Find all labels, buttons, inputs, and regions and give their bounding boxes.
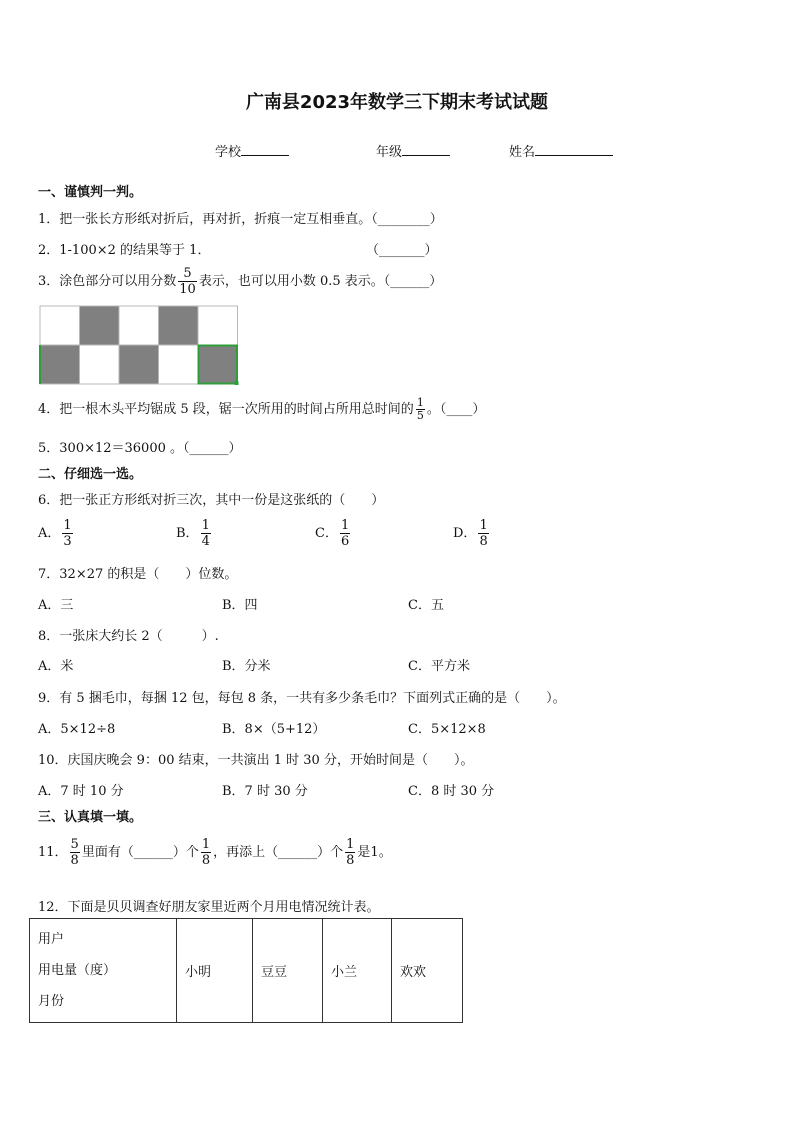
column-header-xiaolan: 小兰	[323, 919, 392, 1023]
empty-cell	[159, 345, 199, 384]
question-2-blank: （_______）	[366, 243, 438, 258]
question-3-pre: 3．涂色部分可以用分数	[38, 274, 177, 289]
resize-handle-icon	[235, 381, 239, 385]
fraction-denominator: 8	[201, 853, 211, 868]
empty-cell	[119, 306, 159, 345]
fraction-numerator: 1	[479, 518, 488, 533]
q8-option-c[interactable]: C．平方米	[408, 659, 470, 674]
q9-option-b[interactable]: B．8×（5+12）	[222, 722, 326, 737]
shaded-cell	[40, 345, 80, 384]
q10-option-c[interactable]: C．8 时 30 分	[408, 784, 495, 799]
q6-option-c[interactable]	[315, 518, 352, 549]
q9-option-a[interactable]: A．5×12÷8	[38, 722, 116, 737]
table-header-row	[30, 919, 463, 1023]
page-title: 广南县2023年数学三下期末考试试题	[245, 92, 549, 113]
empty-cell	[198, 306, 238, 345]
question-12: 12．下面是贝贝调查好朋友家里近两个月用电情况统计表。	[38, 900, 380, 915]
name-blank[interactable]	[535, 143, 613, 156]
question-6: 6．把一张正方形纸对折三次，其中一份是这张纸的（ ）	[38, 493, 385, 508]
option-label: A．	[38, 526, 61, 541]
option-label: D．	[453, 526, 477, 541]
fraction	[478, 518, 488, 549]
q8-option-a[interactable]: A．米	[38, 659, 74, 674]
fraction-1-5	[416, 397, 425, 422]
fraction-5-8	[70, 837, 80, 868]
section3-heading: 三、认真填一填。	[38, 810, 143, 825]
question-4	[38, 397, 485, 422]
section1-heading: 一、谨慎判一判。	[38, 185, 143, 200]
corner-label-user: 用户	[38, 932, 65, 947]
question-10: 10．庆国庆晚会 9：00 结束，一共演出 1 时 30 分，开始时间是（ ）。	[38, 753, 474, 768]
q10-option-b[interactable]: B．7 时 30 分	[222, 784, 308, 799]
empty-cell	[40, 306, 80, 345]
shaded-cell	[198, 345, 238, 384]
fraction-numerator: 1	[346, 837, 355, 852]
fraction-5-10	[178, 266, 197, 297]
question-8: 8．一张床大约长 2（ ）.	[38, 629, 219, 644]
corner-label-month: 月份	[38, 994, 65, 1009]
fraction-denominator: 5	[416, 409, 424, 422]
question-4-post: 。（____）	[426, 402, 486, 417]
fraction-denominator: 8	[70, 853, 79, 868]
question-11-label: 11．	[38, 845, 68, 860]
fraction-denominator: 8	[346, 853, 355, 868]
q8-option-b[interactable]: B．分米	[222, 659, 271, 674]
fraction-1-8	[201, 837, 211, 868]
corner-label-usage: 用电量（度）	[38, 963, 117, 978]
fraction-1-8	[345, 837, 355, 868]
question-11-mid1: 里面有（______）个	[81, 845, 199, 860]
table-corner-cell	[30, 919, 177, 1023]
fraction-numerator: 1	[201, 518, 210, 533]
question-4-pre: 4．把一根木头平均锯成 5 段，锯一次所用的时间占所用总时间的	[38, 402, 414, 417]
fraction-denominator: 3	[63, 534, 72, 549]
fraction-denominator: 10	[179, 282, 196, 297]
shaded-cell	[159, 306, 199, 345]
fraction-numerator: 5	[183, 266, 192, 281]
fraction	[201, 518, 211, 549]
q7-option-a[interactable]: A．三	[38, 598, 74, 613]
question-11-end: 是1。	[357, 845, 392, 860]
q7-option-c[interactable]: C．五	[408, 598, 444, 613]
fraction-numerator: 5	[70, 837, 79, 852]
fraction-numerator: 1	[201, 837, 211, 852]
option-label: B．	[176, 526, 199, 541]
grade-label: 年级	[376, 145, 403, 160]
shaded-cell	[119, 345, 159, 384]
q9-option-c[interactable]: C．5×12×8	[408, 722, 486, 737]
column-header-doudou: 豆豆	[253, 919, 323, 1023]
fraction-numerator: 1	[63, 518, 72, 533]
question-11-mid2: ，再添上（______）个	[213, 845, 344, 860]
fraction-numerator: 1	[340, 518, 350, 533]
fraction-denominator: 4	[201, 534, 210, 549]
school-label: 学校	[215, 145, 242, 160]
question-11	[38, 837, 392, 868]
name-label: 姓名	[509, 145, 536, 160]
question-5: 5．300×12＝36000 。（______）	[38, 441, 242, 456]
question-3-post: 表示，也可以用小数 0.5 表示。（______）	[198, 274, 443, 289]
shading-grid	[38, 305, 240, 385]
fraction	[62, 518, 72, 549]
empty-cell	[80, 345, 120, 384]
fraction-numerator: 1	[416, 396, 424, 409]
question-9: 9．有 5 捆毛巾，每捆 12 包，每包 8 条，一共有多少条毛巾？下面列式正确的是（ ）。	[38, 691, 566, 706]
fraction	[340, 518, 350, 549]
question-2: 2．1-100×2 的结果等于 1．	[38, 243, 211, 258]
grade-field	[376, 141, 450, 160]
question-3	[38, 266, 442, 297]
q6-option-d[interactable]	[453, 518, 491, 549]
grade-blank[interactable]	[402, 143, 450, 156]
q6-option-a[interactable]	[38, 518, 75, 549]
column-header-xiaoming: 小明	[177, 919, 253, 1023]
q10-option-a[interactable]: A．7 时 10 分	[38, 784, 124, 799]
q6-option-b[interactable]	[176, 518, 213, 549]
section2-heading: 二、仔细选一选。	[38, 467, 143, 482]
electricity-table	[29, 918, 463, 1023]
fraction-denominator: 8	[479, 534, 488, 549]
q7-option-b[interactable]: B．四	[222, 598, 258, 613]
school-blank[interactable]	[241, 143, 289, 156]
school-field	[215, 141, 289, 160]
fraction-denominator: 6	[340, 534, 350, 549]
question-1: 1．把一张长方形纸对折后，再对折，折痕一定互相垂直。（________）	[38, 212, 443, 227]
shaded-cell	[80, 306, 120, 345]
option-label: C．	[315, 526, 338, 541]
column-header-huanhuan: 欢欢	[392, 919, 463, 1023]
question-7: 7．32×27 的积是（ ）位数。	[38, 567, 238, 582]
name-field	[509, 141, 613, 160]
